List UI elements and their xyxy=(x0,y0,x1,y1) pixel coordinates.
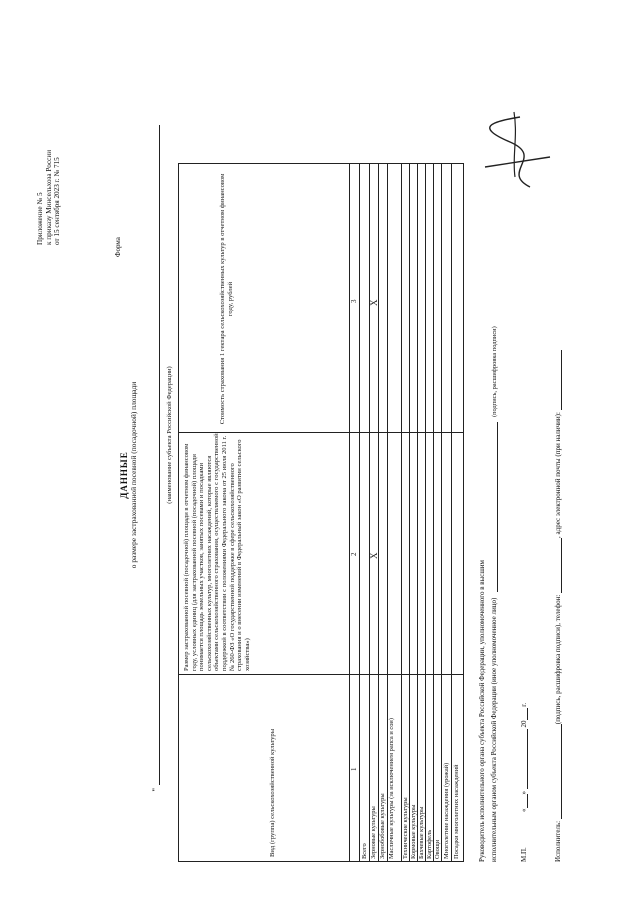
header-insurance-cost: Стоимость страхования 1 гектара сельскохозяйственных культур в отчетном финансовом году, рублей xyxy=(219,173,234,425)
row-label: Зерновые культуры xyxy=(370,806,377,859)
approval-header xyxy=(36,35,62,245)
row-divider xyxy=(417,164,418,861)
x-mark: X xyxy=(369,299,379,306)
subject-name-field[interactable] xyxy=(159,125,160,785)
subject-quote: " xyxy=(151,787,160,792)
header-crop-type: Вид (группа) сельскохозяйственной культуры xyxy=(269,728,276,857)
executor-caption: (подпись, расшифровка подписи), телефон: xyxy=(554,594,562,725)
email-field[interactable] xyxy=(561,350,562,410)
row-divider xyxy=(378,164,379,861)
date-day-field[interactable] xyxy=(527,795,528,809)
row-label: Технические культуры xyxy=(402,797,409,859)
row-divider xyxy=(433,164,434,861)
date-year-prefix: 20 xyxy=(520,720,528,728)
approval-line: от 15 сентября 2023 г. № 715 xyxy=(53,157,62,245)
date-year-field[interactable] xyxy=(527,709,528,721)
date-year-suffix: г. xyxy=(520,702,528,707)
phone-field[interactable] xyxy=(561,538,562,593)
head-caption: (подпись, расшифровка подписи) xyxy=(491,326,498,417)
head-line-1: Руководитель исполнительного органа субъекта Российской Федерации, уполномоченного в высшим xyxy=(478,560,486,862)
head-signature-field[interactable] xyxy=(497,422,498,592)
form-label: Форма xyxy=(114,237,122,257)
stamp-label: М.П. xyxy=(520,847,528,862)
row-divider xyxy=(425,164,426,861)
total-row-label: Всего xyxy=(361,843,368,859)
executor-row xyxy=(554,350,562,862)
row-label: Кормовые культуры xyxy=(410,804,417,859)
row-label: Картофель xyxy=(426,829,433,859)
row-divider xyxy=(401,164,402,861)
row-label: Зернобобовые культуры xyxy=(379,793,386,859)
row-divider xyxy=(369,164,370,861)
column-number: 1 xyxy=(350,767,358,771)
row-label: Бахчевые культуры xyxy=(418,806,425,859)
x-mark: X xyxy=(369,552,379,559)
email-caption: , адрес электронной почты (при наличии): xyxy=(554,412,562,538)
row-label: Посадки многолетних насаждений xyxy=(453,764,460,859)
row-label: Многолетние насаждения (урожай) xyxy=(443,762,450,859)
executor-signature-field[interactable] xyxy=(561,724,562,819)
column-number: 2 xyxy=(350,552,358,556)
row-divider xyxy=(409,164,410,861)
row-divider xyxy=(451,164,452,861)
header-insured-area: Размер застрахованной посевной (посадочной) площади в отчетном финансовом году, условных единиц (для застрахованной посевной (посадочной) площади понимается площадь земельных участков, занятых посевами и посадками сельскохозяйственных культур, многолетних насаждений, которые являются объектами сельскохозяйственного страхования, осуществляемого с государственной поддержкой в соответствии с положениями Федерального закона от 25 июля 2011 г. № 260-ФЗ «О государственной поддержке в сфере сельскохозяйственного страхования и о внесении изменений в Федеральный закон «О развитии сельского хозяйства») xyxy=(183,433,251,671)
approval-line: к приказу Минсельхоза России xyxy=(44,149,53,245)
subject-caption: (наименование субъекта Российской Федерации) xyxy=(166,366,173,504)
row-divider xyxy=(359,164,360,861)
document-title: ДАННЫЕ xyxy=(119,451,129,499)
date-close-quote: » xyxy=(520,791,528,795)
date-month-field[interactable] xyxy=(527,729,528,789)
document-subtitle: о размере застрахованной посевной (посадочной) площади xyxy=(129,381,138,569)
date-row xyxy=(520,703,528,812)
row-divider xyxy=(349,164,350,861)
data-table xyxy=(178,163,464,862)
date-open-quote: « xyxy=(520,808,528,812)
approval-line: Приложение № 5 xyxy=(36,192,44,245)
executor-label: Исполнитель: xyxy=(554,820,562,862)
row-label: Масличные культуры (за исключением рапса и сои) xyxy=(388,718,395,859)
column-divider xyxy=(179,674,463,675)
handwritten-signature xyxy=(470,107,560,197)
column-number: 3 xyxy=(350,299,358,303)
row-divider xyxy=(441,164,442,861)
row-label: Овощи xyxy=(434,839,441,859)
head-line-2: исполнительным органом субъекта Российской Федерации (иное уполномоченное лицо) xyxy=(490,597,498,862)
